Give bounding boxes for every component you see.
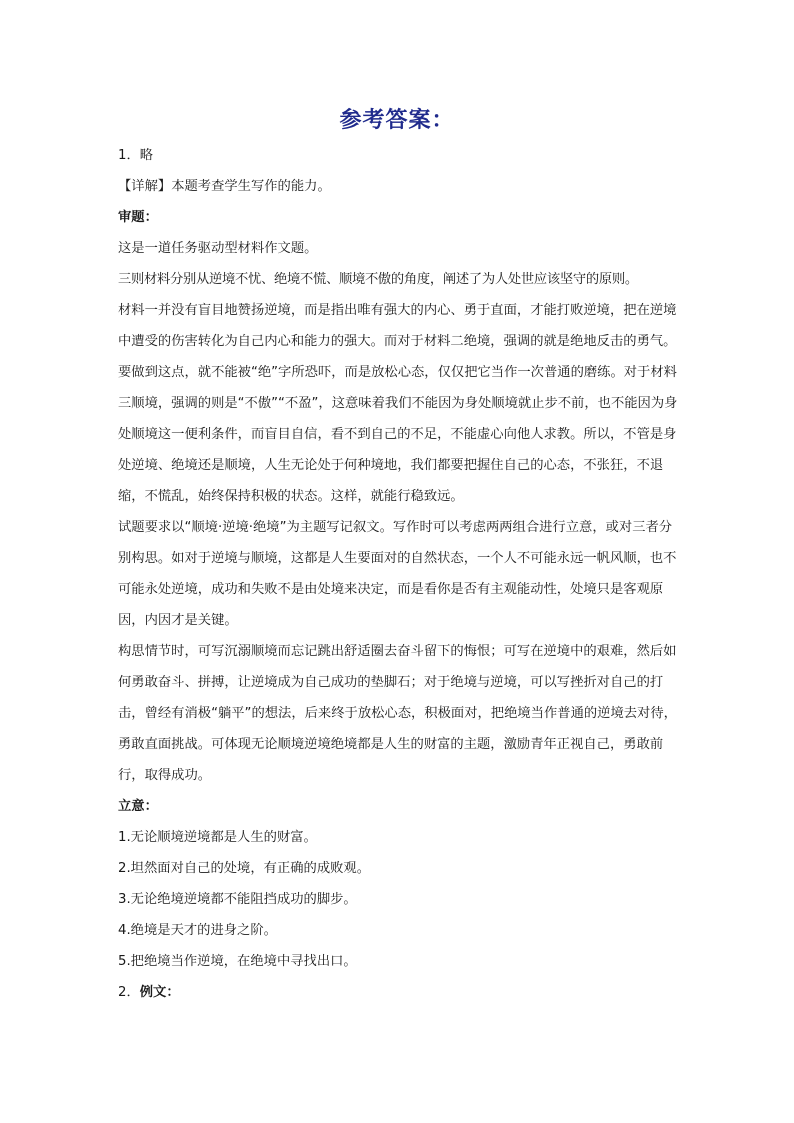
detail-text: 本题考查学生写作的能力。 (171, 179, 331, 194)
liyi-item-1: 1.无论顺境逆境都是人生的财富。 (118, 830, 317, 845)
liyi-item-5: 5.把绝境当作逆境，在绝境中寻找出口。 (118, 954, 357, 969)
paragraph-4: 试题要求以“顺境·逆境·绝境”为主题写记叙文。写作时可以考虑两两组合进行立意，或对三者分别构思。如对于逆境与顺境，这都是人生要面对的自然状态，一个人不可能永远一帆风顺，也不可能永处逆境，成功和失败不是由处境来决定，而是看你是否有主观能动性，处境只是客观原因，内因才是关键。 (118, 520, 677, 628)
liyi-item-4: 4.绝境是天才的进身之阶。 (118, 923, 277, 938)
paragraph-2: 三则材料分别从逆境不忧、绝境不慌、顺境不傲的角度，阐述了为人处世应该坚守的原则。 (118, 272, 638, 287)
page-title: 参考答案： (339, 108, 455, 133)
paragraph-1: 这是一道任务驱动型材料作文题。 (118, 241, 318, 256)
liyi-item-2: 2.坦然面对自己的处境，有正确的成败观。 (118, 861, 371, 876)
question-2-line (118, 977, 680, 1008)
question-2-number: 2． (118, 985, 140, 1000)
liyi-item-3: 3.无论绝境逆境都不能阻挡成功的脚步。 (118, 892, 357, 907)
example-label: 例文： (139, 985, 180, 1000)
detail-label: 【详解】 (118, 179, 172, 194)
answer-content (118, 140, 680, 1008)
question-1-number: 1．略 (118, 148, 154, 163)
shenti-label: 审题： (118, 210, 158, 225)
paragraph-3: 材料一并没有盲目地赞扬逆境，而是指出唯有强大的内心、勇于直面，才能打败逆境，把在逆境中遭受的伤害转化为自己内心和能力的强大。而对于材料二绝境，强调的就是绝地反击的勇气。要做到这点，就不能被“绝”字所恐吓，而是放松心态，仅仅把它当作一次普通的磨练。对于材料三顺境，强调的则是“不傲”“不盈”，这意味着我们不能因为身处顺境就止步不前，也不能因为身处顺境这一便利条件，而盲目自信，看不到自己的不足，不能虚心向他人求教。所以，不管是身处逆境、绝境还是顺境，人生无论处于何种境地，我们都要把握住自己的心态，不张狂，不退缩，不慌乱，始终保持积极的状态。这样，就能行稳致远。 (118, 303, 678, 504)
detail-line (118, 171, 680, 202)
paragraph-5: 构思情节时，可写沉溺顺境而忘记跳出舒适圈去奋斗留下的悔恨；可写在逆境中的艰难，然后如何勇敢奋斗、拼搏，让逆境成为自己成功的垫脚石；对于绝境与逆境，可以写挫折对自己的打击，曾经有消极“躺平”的想法，后来终于放松心态，积极面对，把绝境当作普通的逆境去对待，勇敢直面挑战。可体现无论顺境逆境绝境都是人生的财富的主题，激励青年正视自己，勇敢前行，取得成功。 (118, 644, 677, 783)
liyi-label: 立意： (118, 799, 158, 814)
